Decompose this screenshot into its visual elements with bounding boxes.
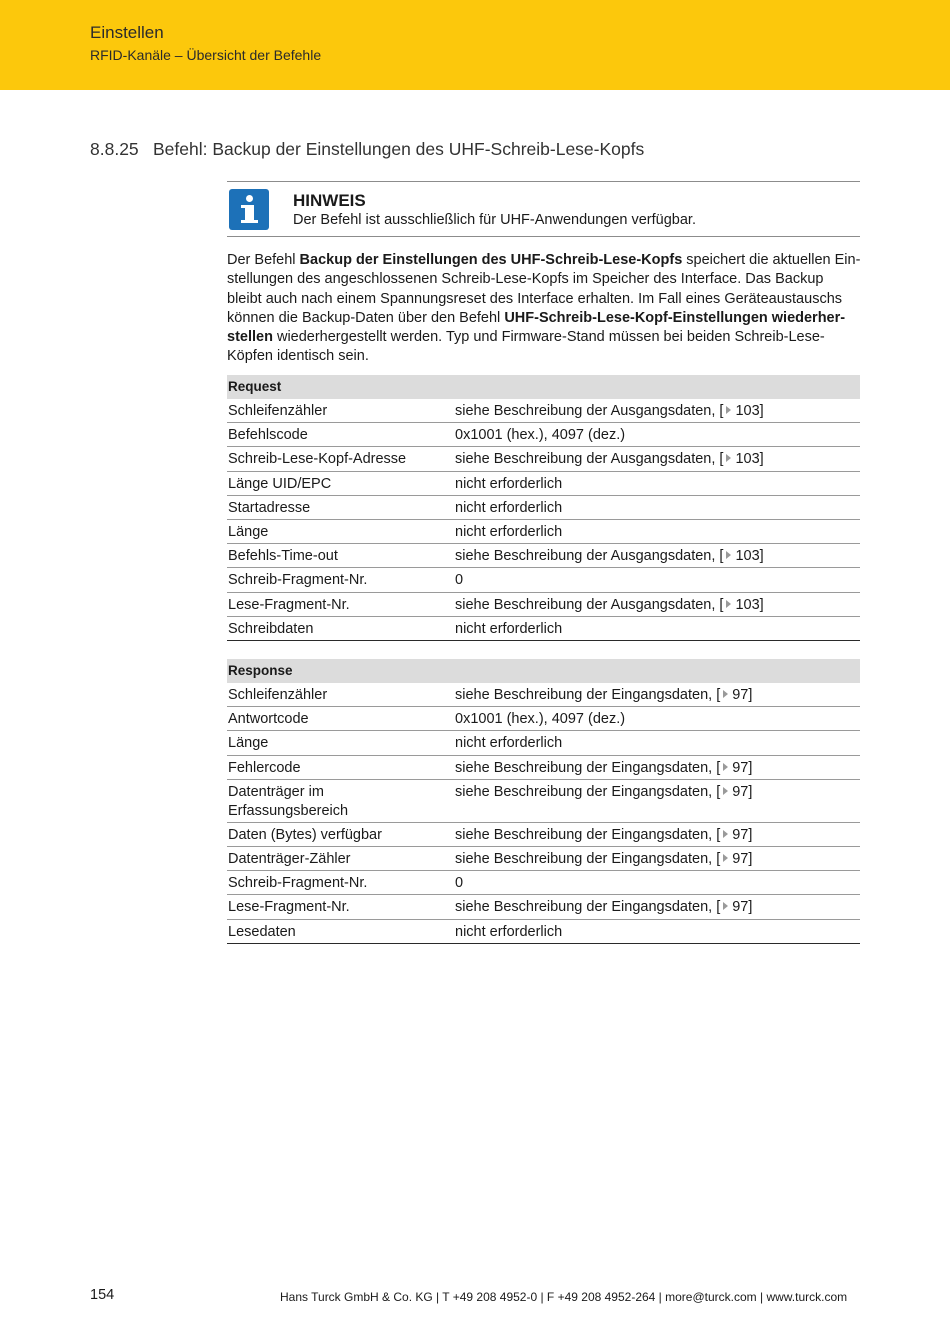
table-row: Schreib-Lese-Kopf-Adresse siehe Beschreibung der Ausgangsdaten, [ 103] (227, 447, 860, 471)
cross-reference-link[interactable]: 103] (735, 548, 764, 565)
table-row: Startadresse nicht erforderlich (227, 496, 860, 520)
table-row: Schleifenzähler siehe Beschreibung der Eingangsdaten, [ 97] (227, 683, 860, 707)
cross-reference-arrow-icon[interactable] (723, 787, 728, 795)
header-title: Einstellen (90, 23, 164, 42)
table-row: Daten (Bytes) verfügbar siehe Beschreibung der Eingangsdaten, [ 97] (227, 823, 860, 847)
table-row: Schreib-Fragment-Nr. 0 (227, 568, 860, 592)
request-table (227, 375, 860, 641)
cross-reference-link[interactable]: 97] (732, 899, 753, 916)
cross-reference-link[interactable]: 97] (732, 783, 753, 800)
cross-reference-arrow-icon[interactable] (723, 902, 728, 910)
table-row: Länge UID/EPC nicht erforderlich (227, 472, 860, 496)
response-table (227, 659, 860, 944)
cross-reference-link[interactable]: 97] (732, 759, 753, 776)
table-row: Datenträger im Erfassungsbereich siehe Beschreibung der Eingangsdaten, [ 97] (227, 780, 860, 823)
info-icon (229, 189, 269, 230)
header-subtitle: RFID-Kanäle – Übersicht der Befehle (90, 47, 322, 63)
command-name: Backup der Einstellungen des UHF-Schreib-Lese-Kopfs (299, 252, 683, 268)
cross-reference-arrow-icon[interactable] (726, 551, 731, 559)
note-box (227, 181, 860, 237)
table-row: Fehlercode siehe Beschreibung der Eingangsdaten, [ 97] (227, 756, 860, 780)
table-row: Lese-Fragment-Nr. siehe Beschreibung der Eingangsdaten, [ 97] (227, 895, 860, 919)
cross-reference-arrow-icon[interactable] (726, 600, 731, 608)
request-table-heading: Request (227, 375, 860, 399)
cross-reference-arrow-icon[interactable] (723, 690, 728, 698)
cross-reference-link[interactable]: 97] (732, 687, 753, 703)
cross-reference-link[interactable]: 103] (735, 451, 764, 468)
cross-reference-link[interactable]: 97] (732, 826, 753, 843)
footer-contact: Hans Turck GmbH & Co. KG | T +49 208 4952-0 | F +49 208 4952-264 | more@turck.com | www.turck.com (280, 1290, 848, 1304)
page-number: 154 (90, 1287, 115, 1303)
section-number: 8.8.25 (90, 139, 139, 159)
cross-reference-link[interactable]: 97] (732, 850, 753, 867)
cross-reference-arrow-icon[interactable] (726, 406, 731, 414)
table-row: Antwortcode 0x1001 (hex.), 4097 (dez.) (227, 707, 860, 731)
section-heading (90, 139, 644, 160)
description-paragraph: Der Befehl Backup der Einstellungen des UHF-Schreib-Lese-Kopfs speichert die aktuellen Ein- stellungen des angeschlossenen Schreib-Lese-Kopfs im Speicher des Interface. Das Backup bleibt auch nach einem Spannungsreset des Interface erhalten. Im Fall eines Geräteaustauschs können die Backup-Daten über den Befehl UHF-Schreib-Lese-Kopf-Einstellungen wiederher- stellen wiederhergestellt werden. Typ und Firmware-Stand müssen bei beiden Schreib-Lese- Köpfen identisch sein. (227, 252, 861, 365)
cross-reference-arrow-icon[interactable] (726, 454, 731, 462)
cross-reference-link[interactable]: 103] (735, 403, 764, 419)
restore-command-name: UHF-Schreib-Lese-Kopf-Einstellungen wiederher- (504, 309, 846, 326)
table-row: Befehls-Time-out siehe Beschreibung der Ausgangsdaten, [ 103] (227, 544, 860, 568)
cross-reference-arrow-icon[interactable] (723, 830, 728, 838)
table-row: Befehlscode 0x1001 (hex.), 4097 (dez.) (227, 423, 860, 447)
table-row: Länge nicht erforderlich (227, 520, 860, 544)
table-row: Datenträger-Zähler siehe Beschreibung der Eingangsdaten, [ 97] (227, 847, 860, 871)
note-title: HINWEIS (293, 191, 366, 210)
cross-reference-link[interactable]: 103] (735, 596, 764, 613)
table-row: Länge nicht erforderlich (227, 731, 860, 755)
table-row: Schleifenzähler siehe Beschreibung der Ausgangsdaten, [ 103] (227, 399, 860, 423)
table-row: Schreibdaten nicht erforderlich (227, 617, 860, 641)
response-table-heading: Response (227, 659, 860, 683)
table-row: Lese-Fragment-Nr. siehe Beschreibung der Ausgangsdaten, [ 103] (227, 593, 860, 617)
table-row: Schreib-Fragment-Nr. 0 (227, 871, 860, 895)
section-title: Befehl: Backup der Einstellungen des UHF-Schreib-Lese-Kopfs (153, 139, 645, 159)
cross-reference-arrow-icon[interactable] (723, 763, 728, 771)
cross-reference-arrow-icon[interactable] (723, 854, 728, 862)
header-band (0, 0, 950, 90)
table-row: Lesedaten nicht erforderlich (227, 920, 860, 944)
note-text: Der Befehl ist ausschließlich für UHF-Anwendungen verfügbar. (293, 212, 696, 228)
